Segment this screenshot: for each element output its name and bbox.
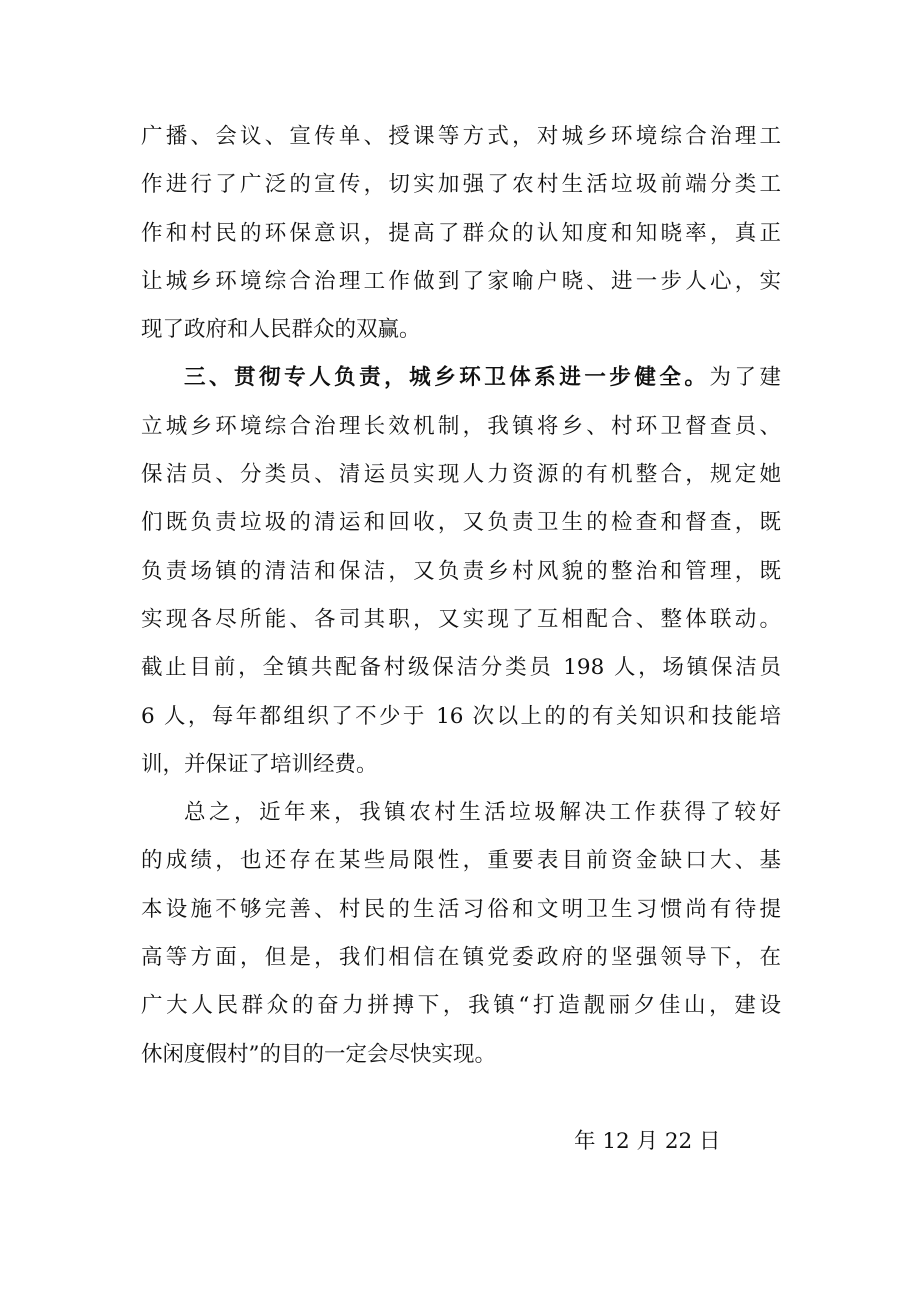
document-body bbox=[141, 113, 781, 1079]
paragraph-2-line-3: 保洁员、分类员、清运员实现人力资源的有机整合，规定她 bbox=[141, 462, 781, 488]
paragraph-2-line-4: 们既负责垃圾的清运和回收，又负责卫生的检查和督查，既 bbox=[141, 510, 781, 536]
paragraph-1-line-4: 让城乡环境综合治理工作做到了家喻户晓、进一步人心，实 bbox=[141, 268, 781, 294]
paragraph-2-line-7: 截止目前，全镇共配备村级保洁分类员 198 人，场镇保洁员 bbox=[141, 655, 781, 681]
paragraph-3-line-6: 休闲度假村”的目的一定会尽快实现。 bbox=[141, 1041, 496, 1067]
paragraph-3-line-4: 高等方面，但是，我们相信在镇党委政府的坚强领导下，在 bbox=[141, 945, 781, 971]
paragraph-3-line-3: 本设施不够完善、村民的生活习俗和文明卫生习惯尚有待提 bbox=[141, 896, 781, 922]
paragraph-1-line-2: 作进行了广泛的宣传，切实加强了农村生活垃圾前端分类工 bbox=[141, 172, 781, 198]
paragraph-2-first-line-rest: 为了建 bbox=[709, 365, 781, 391]
section-heading: 三、贯彻专人负责，城乡环卫体系进一步健全。 bbox=[184, 365, 710, 391]
document-date: 年 12 月 22 日 bbox=[574, 1129, 721, 1154]
paragraph-3-line-5: 广大人民群众的奋力拼搏下，我镇“打造靓丽夕佳山，建设 bbox=[141, 993, 781, 1019]
paragraph-2-line-8: 6 人，每年都组织了不少于 16 次以上的的有关知识和技能培 bbox=[141, 703, 781, 729]
paragraph-2-line-9: 训，并保证了培训经费。 bbox=[141, 751, 378, 777]
paragraph-3-line-2: 的成绩，也还存在某些局限性，重要表目前资金缺口大、基 bbox=[141, 848, 781, 874]
paragraph-2-line-2: 立城乡环境综合治理长效机制，我镇将乡、村环卫督查员、 bbox=[141, 413, 781, 439]
paragraph-2-line-6: 实现各尽所能、各司其职，又实现了互相配合、整体联动。 bbox=[141, 606, 781, 632]
paragraph-2-line-1 bbox=[141, 354, 781, 402]
paragraph-3-line-1: 总之，近年来，我镇农村生活垃圾解决工作获得了较好 bbox=[184, 800, 781, 826]
paragraph-1-line-1: 广播、会议、宣传单、授课等方式，对城乡环境综合治理工 bbox=[141, 124, 781, 149]
paragraph-2-line-5: 负责场镇的清洁和保洁，又负责乡村风貌的整治和管理，既 bbox=[141, 558, 781, 584]
paragraph-1-line-3: 作和村民的环保意识，提高了群众的认知度和知晓率，真正 bbox=[141, 220, 781, 246]
paragraph-1-line-5: 现了政府和人民群众的双赢。 bbox=[141, 317, 421, 343]
